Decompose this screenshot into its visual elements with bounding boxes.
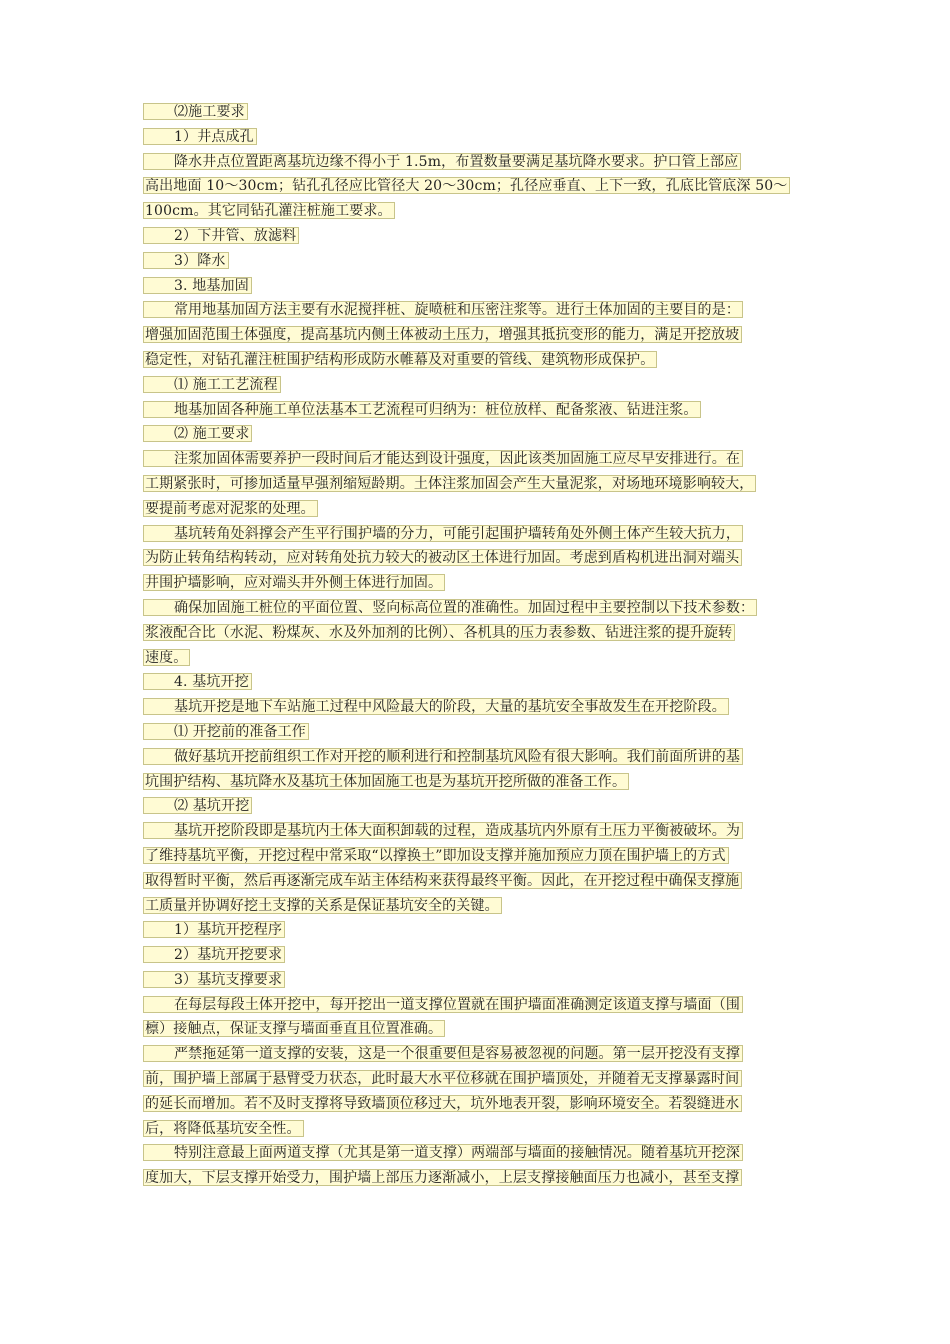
- text-line: 井围护墙影响，应对端头井外侧土体进行加固。: [143, 574, 445, 591]
- text-line: 1）基坑开挖程序: [143, 921, 285, 938]
- text-line: 3）降水: [143, 252, 229, 269]
- text-line: 檩）接触点，保证支撑与墙面垂直且位置准确。: [143, 1020, 445, 1037]
- text-line: 2）下井管、放滤料: [143, 227, 299, 244]
- text-line: 的延长而增加。若不及时支撑将导致墙顶位移过大，坑外地表开裂，影响环境安全。若裂缝进水: [143, 1095, 742, 1112]
- text-line: ⑵施工要求: [143, 103, 248, 120]
- text-line: 后，将降低基坑安全性。: [143, 1120, 304, 1137]
- text-line: 度加大，下层支撑开始受力，围护墙上部压力逐渐减小，上层支撑接触面压力也减小，甚至支撑: [143, 1169, 742, 1186]
- text-line: 为防止转角结构转动，应对转角处抗力较大的被动区土体进行加固。考虑到盾构机进出洞对端头: [143, 549, 742, 566]
- text-line: 高出地面 10～30cm；钻孔孔径应比管径大 20～30cm；孔径应垂直、上下一致，孔底比管底深 50～: [143, 177, 790, 194]
- text-line: 4. 基坑开挖: [143, 673, 252, 690]
- text-line: 严禁拖延第一道支撑的安装，这是一个很重要但是容易被忽视的问题。第一层开挖没有支撑: [143, 1045, 743, 1062]
- text-line: 增强加固范围土体强度，提高基坑内侧土体被动土压力，增强其抵抗变形的能力，满足开挖放坡: [143, 326, 742, 343]
- text-line: 降水井点位置距离基坑边缘不得小于 1.5m，布置数量要满足基坑降水要求。护口管上部应: [143, 153, 741, 170]
- text-line: 前，围护墙上部属于悬臂受力状态，此时最大水平位移就在围护墙顶处，并随着无支撑暴露时间: [143, 1070, 742, 1087]
- text-line: 2）基坑开挖要求: [143, 946, 285, 963]
- document-body: [143, 103, 811, 1194]
- text-line: ⑴ 开挖前的准备工作: [143, 723, 309, 740]
- text-line: 特别注意最上面两道支撑（尤其是第一道支撑）两端部与墙面的接触情况。随着基坑开挖深: [143, 1144, 743, 1161]
- text-line: 工期紧张时，可掺加适量早强剂缩短龄期。土体注浆加固会产生大量泥浆，对场地环境影响较大，: [143, 475, 756, 492]
- text-line: 坑围护结构、基坑降水及基坑土体加固施工也是为基坑开挖所做的准备工作。: [143, 773, 629, 790]
- text-line: ⑵ 施工要求: [143, 425, 252, 442]
- text-line: 常用地基加固方法主要有水泥搅拌桩、旋喷桩和压密注浆等。进行土体加固的主要目的是：: [143, 301, 743, 318]
- text-line: 3）基坑支撑要求: [143, 971, 285, 988]
- text-line: 工质量并协调好挖土支撑的关系是保证基坑安全的关键。: [143, 897, 502, 914]
- text-line: 做好基坑开挖前组织工作对开挖的顺利进行和控制基坑风险有很大影响。我们前面所讲的基: [143, 748, 743, 765]
- text-line: 了维持基坑平衡，开挖过程中常采取“以撑换土”即加设支撑并施加预应力顶在围护墙上的方式: [143, 847, 729, 864]
- text-line: 1）井点成孔: [143, 128, 257, 145]
- text-line: 稳定性，对钻孔灌注桩围护结构形成防水帷幕及对重要的管线、建筑物形成保护。: [143, 351, 657, 368]
- text-line: 要提前考虑对泥浆的处理。: [143, 500, 318, 517]
- text-line: ⑵ 基坑开挖: [143, 797, 252, 814]
- text-line: 基坑转角处斜撑会产生平行围护墙的分力，可能引起围护墙转角处外侧土体产生较大抗力，: [143, 525, 743, 542]
- text-line: 取得暂时平衡，然后再逐渐完成车站主体结构来获得最终平衡。因此，在开挖过程中确保支撑施: [143, 872, 742, 889]
- text-line: 100cm。其它同钻孔灌注桩施工要求。: [143, 202, 395, 219]
- text-line: 基坑开挖阶段即是基坑内土体大面积卸载的过程，造成基坑内外原有土压力平衡被破坏。为: [143, 822, 743, 839]
- text-line: 在每层每段土体开挖中，每开挖出一道支撑位置就在围护墙面准确测定该道支撑与墙面（围: [143, 996, 743, 1013]
- text-line: ⑴ 施工工艺流程: [143, 376, 281, 393]
- text-line: 地基加固各种施工单位法基本工艺流程可归纳为：桩位放样、配备浆液、钻进注浆。: [143, 401, 701, 418]
- text-line: 浆液配合比（水泥、粉煤灰、水及外加剂的比例）、各机具的压力表参数、钻进注浆的提升旋转: [143, 624, 735, 641]
- text-line: 确保加固施工桩位的平面位置、竖向标高位置的准确性。加固过程中主要控制以下技术参数：: [143, 599, 757, 616]
- text-line: 基坑开挖是地下车站施工过程中风险最大的阶段，大量的基坑安全事故发生在开挖阶段。: [143, 698, 729, 715]
- text-line: 速度。: [143, 649, 190, 666]
- text-line: 注浆加固体需要养护一段时间后才能达到设计强度，因此该类加固施工应尽早安排进行。在: [143, 450, 743, 467]
- text-line: 3. 地基加固: [143, 277, 252, 294]
